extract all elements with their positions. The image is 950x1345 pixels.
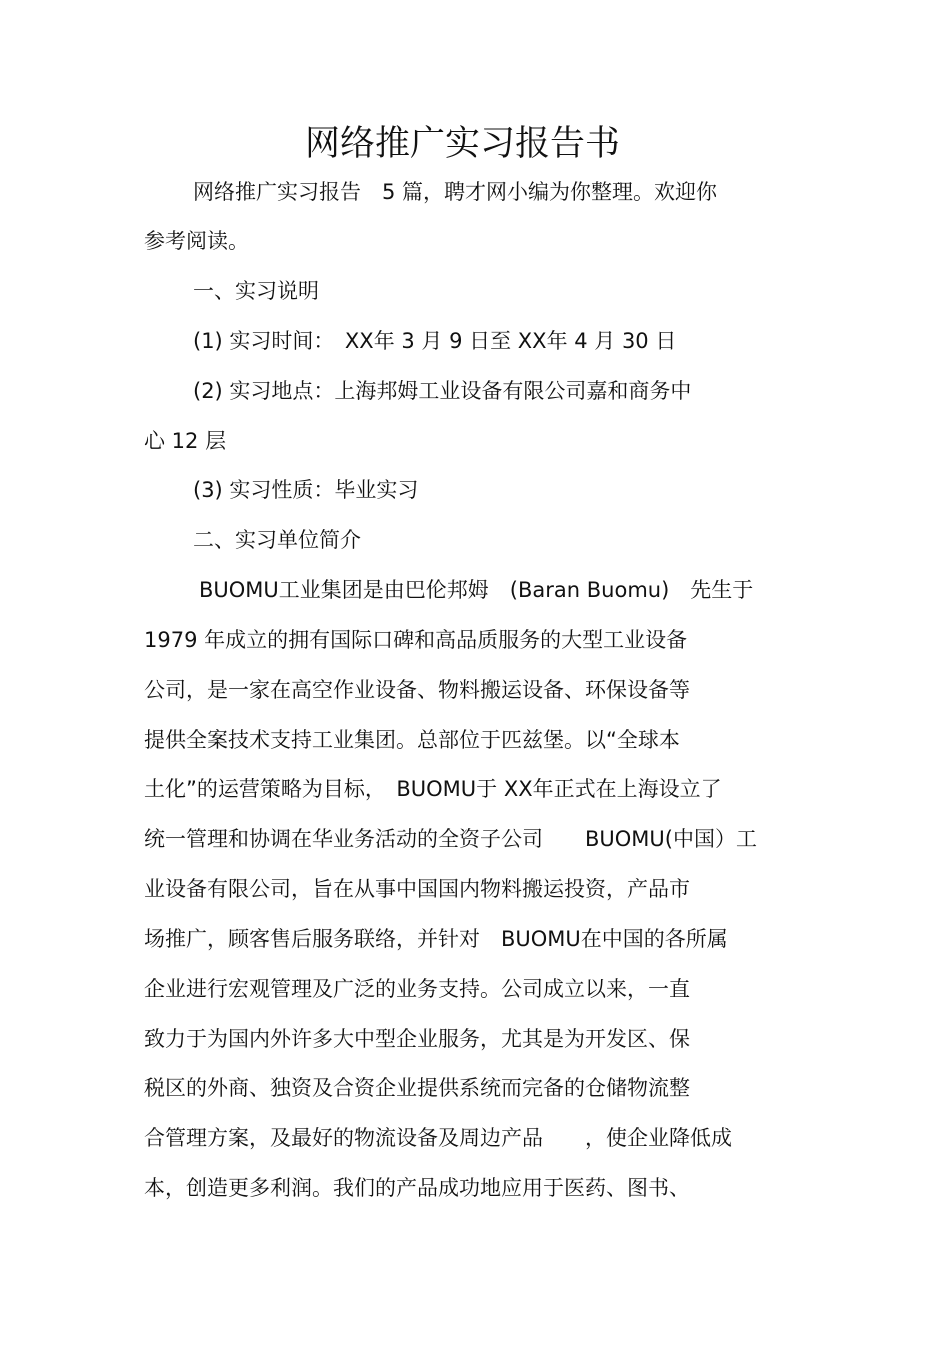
- company-paragraph-line-3: 公司，是一家在高空作业设备、物料搬运设备、环保设备等: [144, 678, 690, 702]
- company-paragraph-line-1: BUOMU工业集团是由巴伦邦姆 (Baran Buomu) 先生于: [199, 578, 754, 602]
- company-paragraph-line-6: 统一管理和协调在华业务活动的全资子公司 BUOMU(中国）工: [144, 827, 757, 851]
- internship-location-line-1: (2) 实习地点：上海邦姆工业设备有限公司嘉和商务中: [193, 379, 692, 403]
- company-paragraph-line-4: 提供全案技术支持工业集团。总部位于匹兹堡。以“全球本: [144, 728, 680, 752]
- company-paragraph-line-13: 本，创造更多利润。我们的产品成功地应用于医药、图书、: [144, 1176, 690, 1200]
- paragraph-intro-line-2: 参考阅读。: [144, 229, 249, 253]
- company-paragraph-line-12: 合管理方案，及最好的物流设备及周边产品 ，使企业降低成: [144, 1126, 732, 1150]
- company-paragraph-line-5: 土化”的运营策略为目标， BUOMU于 XX年正式在上海设立了: [144, 777, 722, 801]
- company-paragraph-line-7: 业设备有限公司，旨在从事中国国内物料搬运投资，产品市: [144, 877, 690, 901]
- section-heading-internship-description: 一、实习说明: [193, 279, 319, 303]
- document-title: 网络推广实习报告书: [304, 124, 620, 164]
- company-paragraph-line-9: 企业进行宏观管理及广泛的业务支持。公司成立以来，一直: [144, 977, 690, 1001]
- company-paragraph-line-2: 1979 年成立的拥有国际口碑和高品质服务的大型工业设备: [144, 628, 688, 652]
- internship-nature-line: (3) 实习性质：毕业实习: [193, 478, 419, 502]
- internship-time-line: (1) 实习时间： XX年 3 月 9 日至 XX年 4 月 30 日: [193, 329, 677, 353]
- company-paragraph-line-8: 场推广，顾客售后服务联络，并针对 BUOMU在中国的各所属: [144, 927, 728, 951]
- internship-location-line-2: 心 12 层: [144, 429, 227, 453]
- company-paragraph-line-10: 致力于为国内外许多大中型企业服务，尤其是为开发区、保: [144, 1027, 690, 1051]
- section-heading-company-profile: 二、实习单位简介: [193, 528, 361, 552]
- paragraph-intro-line-1: 网络推广实习报告 5 篇，聘才网小编为你整理。欢迎你: [193, 180, 718, 204]
- company-paragraph-line-11: 税区的外商、独资及合资企业提供系统而完备的仓储物流整: [144, 1076, 690, 1100]
